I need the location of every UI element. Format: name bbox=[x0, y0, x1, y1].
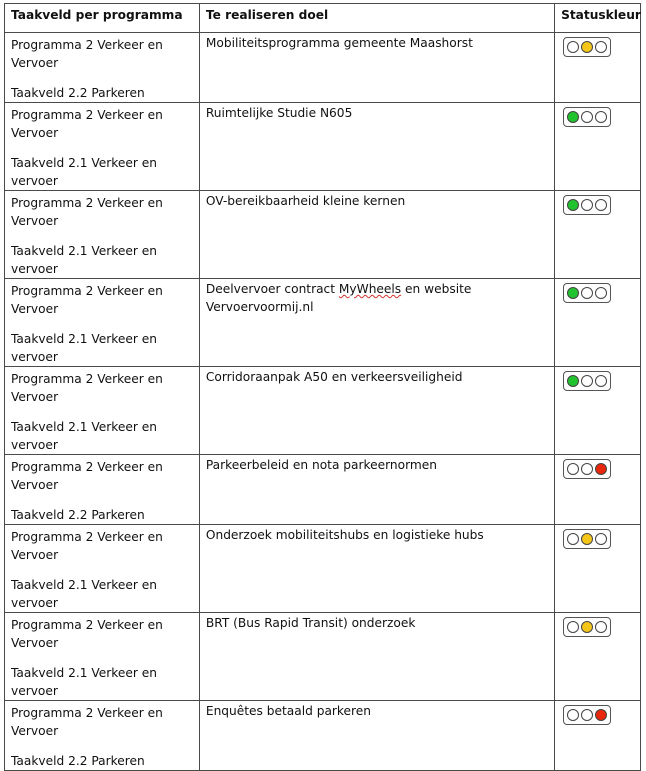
taakveld-text: Taakveld 2.1 Verkeer en vervoer bbox=[11, 244, 158, 276]
taakveld-text: Taakveld 2.1 Verkeer en vervoer bbox=[11, 156, 158, 188]
header-statuskleur: Statuskleur bbox=[555, 4, 641, 33]
doel-text: BRT (Bus Rapid Transit) onderzoek bbox=[205, 616, 416, 630]
traffic-light-dot-green bbox=[567, 287, 579, 299]
traffic-light-dot-red bbox=[595, 621, 607, 633]
taakveld-text: Taakveld 2.1 Verkeer en vervoer bbox=[11, 666, 158, 698]
doel-text: Parkeerbeleid en nota parkeernormen bbox=[205, 458, 438, 472]
header-taakveld: Taakveld per programma bbox=[5, 4, 200, 33]
traffic-light-dot-green bbox=[567, 709, 579, 721]
cell-taakveld-per-programma bbox=[5, 103, 200, 191]
doel-text: Enquêtes betaald parkeren bbox=[205, 704, 372, 718]
traffic-light-dot-red bbox=[595, 709, 607, 721]
traffic-light-dot-red bbox=[595, 463, 607, 475]
programma-text: Programma 2 Verkeer en Vervoer bbox=[11, 706, 163, 738]
table-row bbox=[5, 455, 641, 525]
cell-taakveld-per-programma bbox=[5, 367, 200, 455]
traffic-light-dot-yellow bbox=[581, 287, 593, 299]
cell-taakveld-per-programma bbox=[5, 701, 200, 771]
cell-taakveld-per-programma bbox=[5, 191, 200, 279]
cell-te-realiseren-doel bbox=[199, 455, 554, 525]
cell-statuskleur bbox=[555, 103, 641, 191]
traffic-light-icon bbox=[563, 195, 611, 215]
cell-te-realiseren-doel bbox=[199, 191, 554, 279]
traffic-light-icon bbox=[563, 371, 611, 391]
traffic-light-dot-yellow bbox=[581, 111, 593, 123]
traffic-light-dot-green bbox=[567, 621, 579, 633]
doel-text: Corridoraanpak A50 en verkeersveiligheid bbox=[205, 370, 463, 384]
cell-statuskleur bbox=[555, 613, 641, 701]
programma-text: Programma 2 Verkeer en Vervoer bbox=[11, 38, 163, 70]
table-row bbox=[5, 525, 641, 613]
traffic-light-icon bbox=[563, 705, 611, 725]
table-row bbox=[5, 103, 641, 191]
traffic-light-dot-yellow bbox=[581, 199, 593, 211]
traffic-light-icon bbox=[563, 529, 611, 549]
cell-statuskleur bbox=[555, 525, 641, 613]
traffic-light-dot-red bbox=[595, 375, 607, 387]
table-header-row bbox=[5, 4, 641, 33]
status-table bbox=[4, 3, 641, 771]
table-row bbox=[5, 33, 641, 103]
traffic-light-dot-green bbox=[567, 533, 579, 545]
table-body bbox=[5, 33, 641, 771]
table-row bbox=[5, 367, 641, 455]
traffic-light-dot-yellow bbox=[581, 41, 593, 53]
cell-statuskleur bbox=[555, 455, 641, 525]
traffic-light-icon bbox=[563, 107, 611, 127]
doel-text: Ruimtelijke Studie N605 bbox=[205, 106, 353, 120]
cell-te-realiseren-doel bbox=[199, 613, 554, 701]
cell-taakveld-per-programma bbox=[5, 33, 200, 103]
traffic-light-dot-red bbox=[595, 199, 607, 211]
cell-taakveld-per-programma bbox=[5, 525, 200, 613]
traffic-light-dot-green bbox=[567, 111, 579, 123]
traffic-light-dot-yellow bbox=[581, 709, 593, 721]
cell-te-realiseren-doel bbox=[199, 701, 554, 771]
programma-text: Programma 2 Verkeer en Vervoer bbox=[11, 284, 163, 316]
taakveld-text: Taakveld 2.1 Verkeer en vervoer bbox=[11, 332, 158, 364]
cell-te-realiseren-doel bbox=[199, 279, 554, 367]
programma-text: Programma 2 Verkeer en Vervoer bbox=[11, 196, 163, 228]
doel-text: Onderzoek mobiliteitshubs en logistieke hubs bbox=[205, 528, 484, 542]
cell-te-realiseren-doel bbox=[199, 525, 554, 613]
traffic-light-dot-green bbox=[567, 463, 579, 475]
taakveld-text: Taakveld 2.2 Parkeren bbox=[11, 508, 145, 522]
table-row bbox=[5, 191, 641, 279]
doel-text: Deelvervoer contract bbox=[205, 282, 339, 296]
doel-text: en website Vervoervoormij.nl bbox=[205, 282, 472, 314]
cell-taakveld-per-programma bbox=[5, 613, 200, 701]
programma-text: Programma 2 Verkeer en Vervoer bbox=[11, 460, 163, 492]
cell-te-realiseren-doel bbox=[199, 367, 554, 455]
traffic-light-dot-red bbox=[595, 41, 607, 53]
cell-taakveld-per-programma bbox=[5, 279, 200, 367]
programma-text: Programma 2 Verkeer en Vervoer bbox=[11, 530, 163, 562]
programma-text: Programma 2 Verkeer en Vervoer bbox=[11, 108, 163, 140]
traffic-light-icon bbox=[563, 617, 611, 637]
cell-te-realiseren-doel bbox=[199, 103, 554, 191]
cell-te-realiseren-doel bbox=[199, 33, 554, 103]
programma-text: Programma 2 Verkeer en Vervoer bbox=[11, 372, 163, 404]
traffic-light-dot-yellow bbox=[581, 621, 593, 633]
traffic-light-dot-yellow bbox=[581, 375, 593, 387]
table-row bbox=[5, 701, 641, 771]
traffic-light-icon bbox=[563, 283, 611, 303]
taakveld-text: Taakveld 2.2 Parkeren bbox=[11, 754, 145, 768]
traffic-light-dot-green bbox=[567, 199, 579, 211]
traffic-light-dot-yellow bbox=[581, 533, 593, 545]
spellcheck-flagged-word: MyWheels bbox=[338, 282, 402, 296]
header-doel: Te realiseren doel bbox=[199, 4, 554, 33]
cell-statuskleur bbox=[555, 33, 641, 103]
taakveld-text: Taakveld 2.1 Verkeer en vervoer bbox=[11, 578, 158, 610]
doel-text: Mobiliteitsprogramma gemeente Maashorst bbox=[205, 36, 473, 50]
table-row bbox=[5, 279, 641, 367]
traffic-light-dot-green bbox=[567, 41, 579, 53]
cell-statuskleur bbox=[555, 191, 641, 279]
traffic-light-icon bbox=[563, 459, 611, 479]
traffic-light-dot-green bbox=[567, 375, 579, 387]
traffic-light-dot-yellow bbox=[581, 463, 593, 475]
traffic-light-icon bbox=[563, 37, 611, 57]
table-row bbox=[5, 613, 641, 701]
traffic-light-dot-red bbox=[595, 533, 607, 545]
traffic-light-dot-red bbox=[595, 287, 607, 299]
cell-statuskleur bbox=[555, 701, 641, 771]
taakveld-text: Taakveld 2.1 Verkeer en vervoer bbox=[11, 420, 158, 452]
taakveld-text: Taakveld 2.2 Parkeren bbox=[11, 86, 145, 100]
cell-statuskleur bbox=[555, 367, 641, 455]
traffic-light-dot-red bbox=[595, 111, 607, 123]
programma-text: Programma 2 Verkeer en Vervoer bbox=[11, 618, 163, 650]
cell-statuskleur bbox=[555, 279, 641, 367]
doel-text: OV-bereikbaarheid kleine kernen bbox=[205, 194, 406, 208]
cell-taakveld-per-programma bbox=[5, 455, 200, 525]
